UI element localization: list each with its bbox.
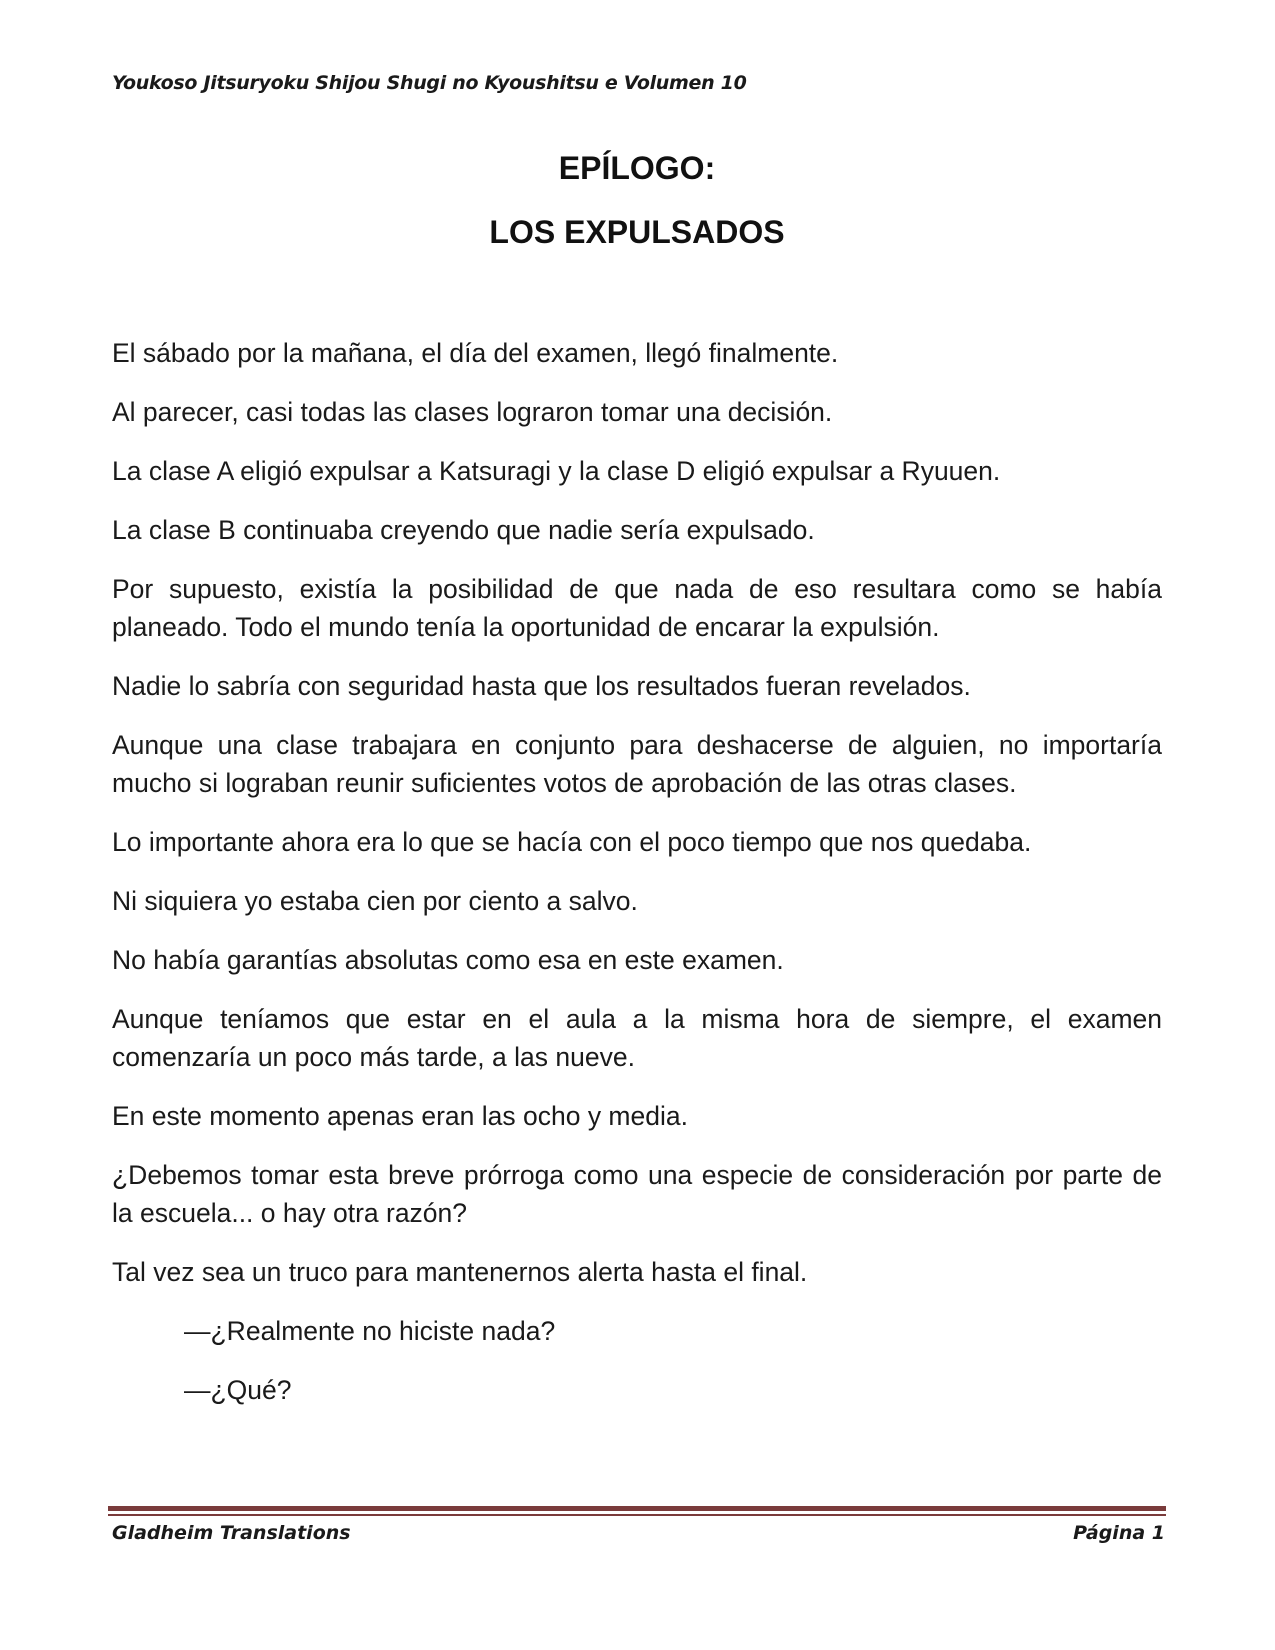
paragraph: Al parecer, casi todas las clases lograron tomar una decisión. xyxy=(112,397,833,427)
paragraph: Lo importante ahora era lo que se hacía con el poco tiempo que nos quedaba. xyxy=(112,827,1032,857)
paragraph: Tal vez sea un truco para mantenernos alerta hasta el final. xyxy=(112,1257,808,1287)
running-header: Youkoso Jitsuryoku Shijou Shugi no Kyoushitsu e Volumen 10 xyxy=(112,72,747,94)
dialogue-line: —¿Qué? xyxy=(184,1375,292,1405)
dialogue-line: —¿Realmente no hiciste nada? xyxy=(184,1316,556,1346)
paragraph: La clase A eligió expulsar a Katsuragi y la clase D eligió expulsar a Ryuuen. xyxy=(112,456,1001,486)
paragraph: Por supuesto, existía la posibilidad de que nada de eso resultara como se había planeado. Todo el mundo tenía la oportunidad de encarar la expulsión. xyxy=(112,574,1162,642)
paragraph: Aunque una clase trabajara en conjunto para deshacerse de alguien, no importaría mucho si lograban reunir suficientes votos de aprobación de las otras clases. xyxy=(112,730,1162,798)
body-text xyxy=(112,334,1162,1430)
footer-rule-thin xyxy=(108,1514,1166,1516)
paragraph: La clase B continuaba creyendo que nadie sería expulsado. xyxy=(112,515,815,545)
paragraph: No había garantías absolutas como esa en este examen. xyxy=(112,945,784,975)
chapter-title-line1: EPÍLOGO: xyxy=(558,150,716,186)
paragraph: En este momento apenas eran las ocho y media. xyxy=(112,1101,688,1131)
footer-rule-thick xyxy=(108,1506,1166,1511)
paragraph: Ni siquiera yo estaba cien por ciento a salvo. xyxy=(112,886,638,916)
paragraph: El sábado por la mañana, el día del examen, llegó finalmente. xyxy=(112,338,839,368)
paragraph: ¿Debemos tomar esta breve prórroga como una especie de consideración por parte de la escuela... o hay otra razón? xyxy=(112,1160,1162,1228)
paragraph: Aunque teníamos que estar en el aula a la misma hora de siempre, el examen comenzaría un poco más tarde, a las nueve. xyxy=(112,1004,1162,1072)
chapter-title-line2: LOS EXPULSADOS xyxy=(489,214,785,250)
footer-publisher: Gladheim Translations xyxy=(112,1522,351,1544)
footer-page-number: Página 1 xyxy=(1073,1522,1165,1544)
paragraph: Nadie lo sabría con seguridad hasta que los resultados fueran revelados. xyxy=(112,671,971,701)
